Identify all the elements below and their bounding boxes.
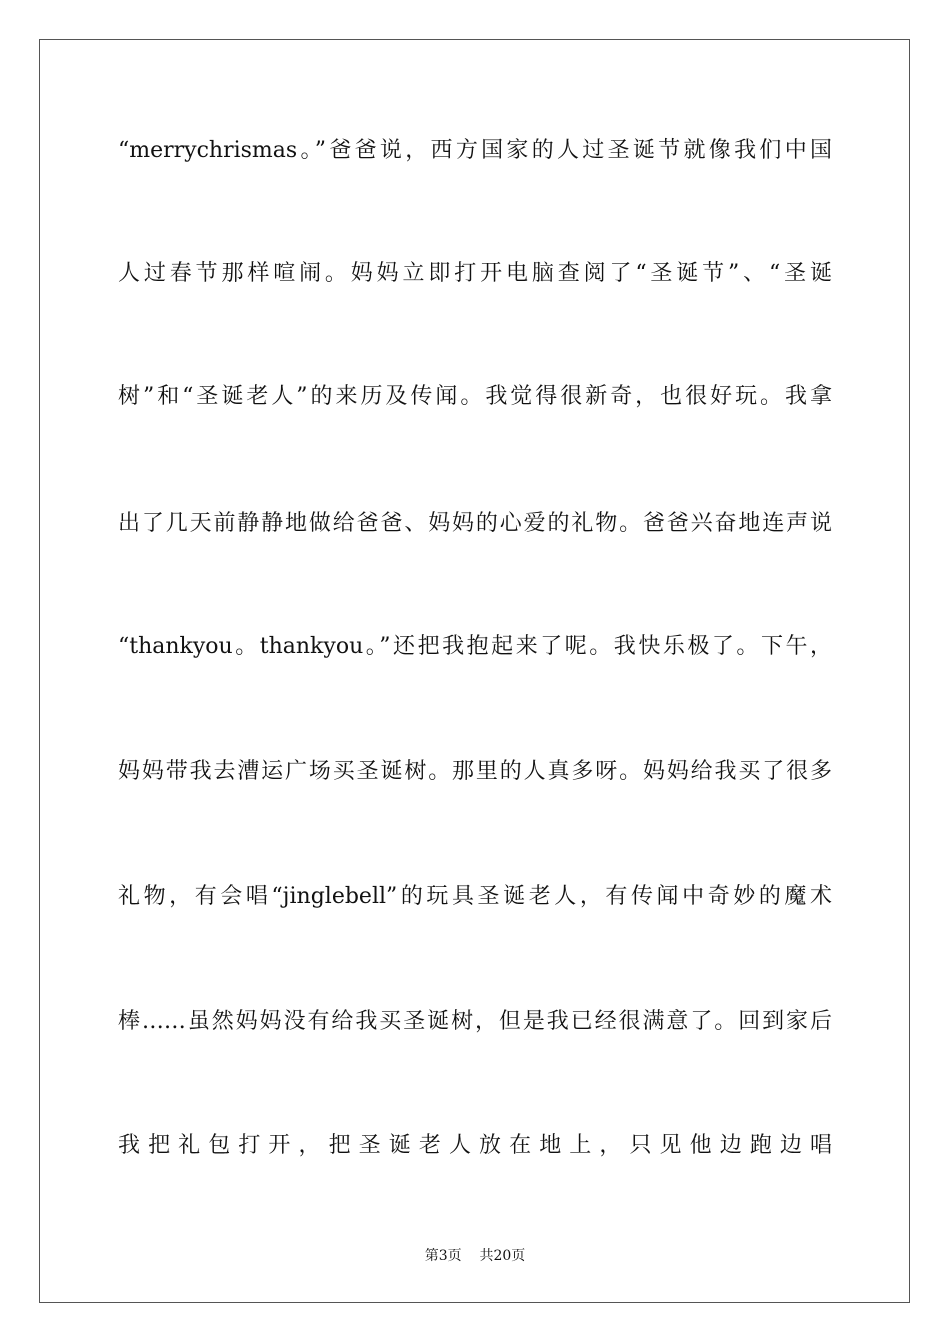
text-line: “thankyou。thankyou。”还把我抱起来了呢。我快乐极了。下午，: [118, 634, 832, 659]
text-line: 出了几天前静静地做给爸爸、妈妈的心爱的礼物。爸爸兴奋地连声说: [118, 511, 832, 536]
page-number: 第3页: [424, 1248, 462, 1264]
text-line: 我把礼包打开，把圣诞老人放在地上，只见他边跑边唱: [118, 1133, 832, 1158]
text-line: 礼物，有会唱“jinglebell”的玩具圣诞老人，有传闻中奇妙的魔术: [118, 884, 832, 909]
text-line: 棒……虽然妈妈没有给我买圣诞树，但是我已经很满意了。回到家后: [118, 1009, 832, 1034]
text-line: 妈妈带我去漕运广场买圣诞树。那里的人真多呀。妈妈给我买了很多: [118, 759, 832, 784]
footer-gap: [462, 1248, 480, 1264]
text-line: 人过春节那样喧闹。妈妈立即打开电脑查阅了“圣诞节”、“圣诞: [118, 261, 832, 286]
page-footer: [0, 1246, 950, 1266]
text-line: “merrychrismas。”爸爸说，西方国家的人过圣诞节就像我们中国: [118, 138, 832, 163]
page-total: 共20页: [479, 1248, 526, 1264]
text-line: 树”和“圣诞老人”的来历及传闻。我觉得很新奇，也很好玩。我拿: [118, 384, 832, 409]
